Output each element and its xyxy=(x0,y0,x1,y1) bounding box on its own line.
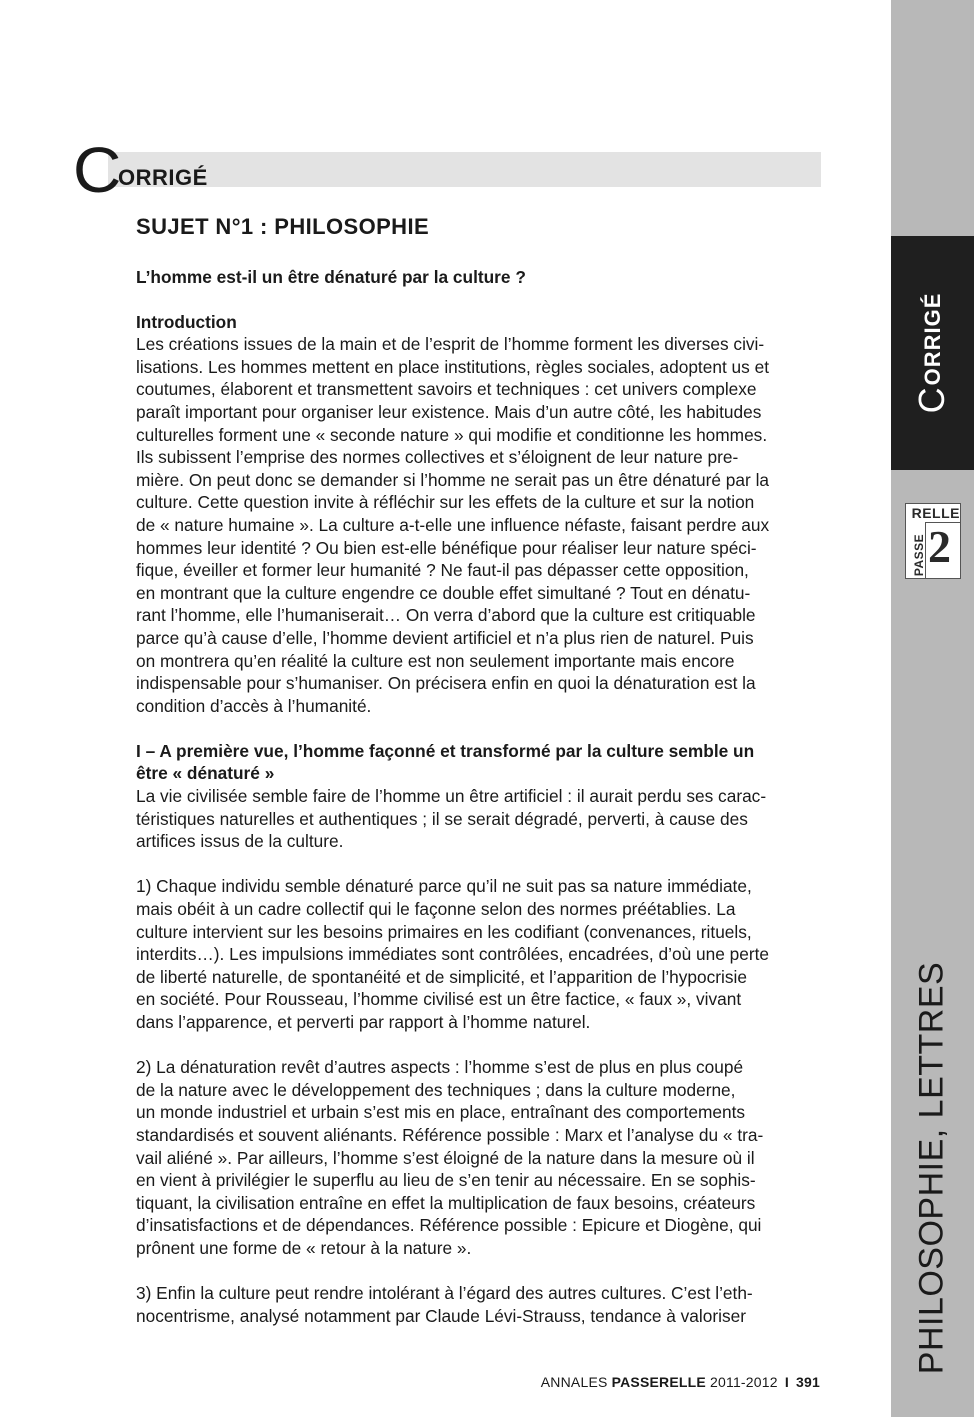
text-line: culturelles forment une « seconde nature » qui modifie et conditionne les hommes. xyxy=(136,424,768,445)
point2-paragraph xyxy=(136,1056,822,1259)
text-line: nocentrisme, analysé notamment par Claude Lévi-Strauss, tendance à valoriser xyxy=(136,1305,746,1326)
point3-paragraph xyxy=(136,1282,822,1327)
text-line: culture intervient sur les besoins primaires en les codifiant (convenances, rituels, xyxy=(136,921,752,942)
footer-separator: I xyxy=(784,1374,789,1390)
introduction-section xyxy=(136,311,822,718)
text-line: coutumes, élaborent et transmettent savoirs et techniques : cet univers complexe xyxy=(136,379,757,400)
text-line: en montrant que la culture engendre ce double effet simultané ? Tout en dénatu- xyxy=(136,582,751,603)
text-line: parce qu’à cause d’elle, l’homme devient artificiel et n’a plus rien de naturel. Puis xyxy=(136,627,754,648)
footer-brand: PASSERELLE xyxy=(611,1374,706,1390)
header-initial-letter: C xyxy=(72,134,122,206)
text-line: mière. On peut donc se demander si l’homme ne serait pas un être dénaturé par la xyxy=(136,469,770,490)
text-line: indispensable pour s’humaniser. On précisera enfin en quoi la dénaturation est la xyxy=(136,673,756,694)
text-line: un monde industriel et urbain s’est mis en place, entraînant des comportements xyxy=(136,1102,746,1123)
sidebar-label-rest: ORRIGÉ xyxy=(920,292,945,386)
text-line: d’insatisfactions et de dépendances. Référence possible : Epicure et Diogène, qui xyxy=(136,1215,762,1236)
text-line: vail aliéné ». Par ailleurs, l’homme s’est éloigné de la nature dans la mesure où il xyxy=(136,1147,755,1168)
text-line: 2) La dénaturation revêt d’autres aspects : l’homme s’est de plus en plus coupé xyxy=(136,1057,744,1078)
sidebar-initial-letter: C xyxy=(911,386,952,414)
page-footer xyxy=(541,1373,820,1391)
text-line: condition d’accès à l’humanité. xyxy=(136,695,372,716)
logo-number: 2 xyxy=(928,521,951,572)
text-line: La vie civilisée semble faire de l’homme un être artificiel : il aurait perdu ses carac- xyxy=(136,786,767,807)
text-line: Les créations issues de la main et de l’esprit de l’homme forment les diverses civi- xyxy=(136,334,765,355)
main-content xyxy=(136,212,822,1350)
text-line: tiquant, la civilisation entraîne en effet la multiplication de faux besoins, créateurs xyxy=(136,1192,756,1213)
sidebar-subject-label: PHILOSOPHIE, LETTRES xyxy=(912,961,951,1375)
text-line: hommes leur identité ? Ou bien est-elle bénéfique pour réaliser leur nature spéci- xyxy=(136,537,757,558)
text-line: de la nature avec le développement des techniques ; dans la culture moderne, xyxy=(136,1079,736,1100)
text-line: prônent une forme de « retour à la nature ». xyxy=(136,1237,472,1258)
text-line: on montrera qu’en réalité la culture est non seulement importante mais encore xyxy=(136,650,735,671)
text-line: en société. Pour Rousseau, l’homme civilisé est un être factice, « faux », vivant xyxy=(136,989,742,1010)
text-line: téristiques naturelles et authentiques ; il se serait dégradé, perverti, à cause des xyxy=(136,808,748,829)
text-line: de liberté naturelle, de spontanéité et de simplicité, et l’apparition de l’hypocrisie xyxy=(136,966,747,987)
text-line: Ils subissent l’emprise des normes collectives et s’éloignent de leur nature pre- xyxy=(136,447,739,468)
logo-text-top: RELLE xyxy=(911,505,960,521)
header-title: ORRIGÉ xyxy=(118,165,208,190)
text-line: dans l’apparence, et perverti par rapport à l’homme naturel. xyxy=(136,1012,591,1032)
header-band xyxy=(108,152,821,187)
footer-prefix: ANNALES xyxy=(540,1374,608,1390)
sidebar-section-label xyxy=(911,293,953,414)
part1-heading-line: I – A première vue, l’homme façonné et transformé par la culture semble un xyxy=(136,740,755,761)
passerelle-logo xyxy=(905,503,961,579)
page-number: 391 xyxy=(796,1374,820,1390)
logo-text-side: PASSE xyxy=(912,533,927,577)
essay-question: L’homme est-il un être dénaturé par la culture ? xyxy=(136,267,526,287)
text-line: 1) Chaque individu semble dénaturé parce qu’il ne suit pas sa nature immédiate, xyxy=(136,876,752,897)
text-line: artifices issus de la culture. xyxy=(136,831,344,852)
text-line: paraît important pour organiser leur existence. Mais d’un autre côté, les habitudes xyxy=(136,401,762,422)
introduction-heading: Introduction xyxy=(136,311,237,332)
part1-section xyxy=(136,740,822,853)
text-line: standardisés et souvent aliénants. Référence possible : Marx et l’analyse du « tra- xyxy=(136,1124,764,1145)
footer-years: 2011-2012 xyxy=(710,1374,778,1390)
text-line: lisations. Les hommes mettent en place institutions, règles sociales, adoptent us et xyxy=(136,356,770,377)
part1-heading-line: être « dénaturé » xyxy=(136,763,275,784)
text-line: culture. Cette question invite à réfléchir sur les effets de la culture et sur la notion xyxy=(136,492,755,513)
text-line: 3) Enfin la culture peut rendre intolérant à l’égard des autres cultures. C’est l’eth- xyxy=(136,1283,753,1304)
subject-title: SUJET N°1 : PHILOSOPHIE xyxy=(136,214,430,239)
text-line: rant l’homme, elle l’humaniserait… On verra d’abord que la culture est critiquable xyxy=(136,605,756,626)
text-line: interdits…). Les impulsions immédiates sont contrôlées, encadrées, d’où une perte xyxy=(136,944,770,965)
text-line: mais obéit à un cadre collectif qui le façonne selon des normes préétablies. La xyxy=(136,899,736,920)
text-line: fique, éveiller et former leur humanité ? Ne faut-il pas dépasser cette opposition, xyxy=(136,560,749,581)
text-line: en vient à privilégier le superflu au lieu de s’en tenir au nécessaire. En se sophis- xyxy=(136,1170,756,1191)
text-line: de « nature humaine ». La culture a-t-elle une influence néfaste, faisant perdre aux xyxy=(136,514,770,535)
point1-paragraph xyxy=(136,875,822,1033)
